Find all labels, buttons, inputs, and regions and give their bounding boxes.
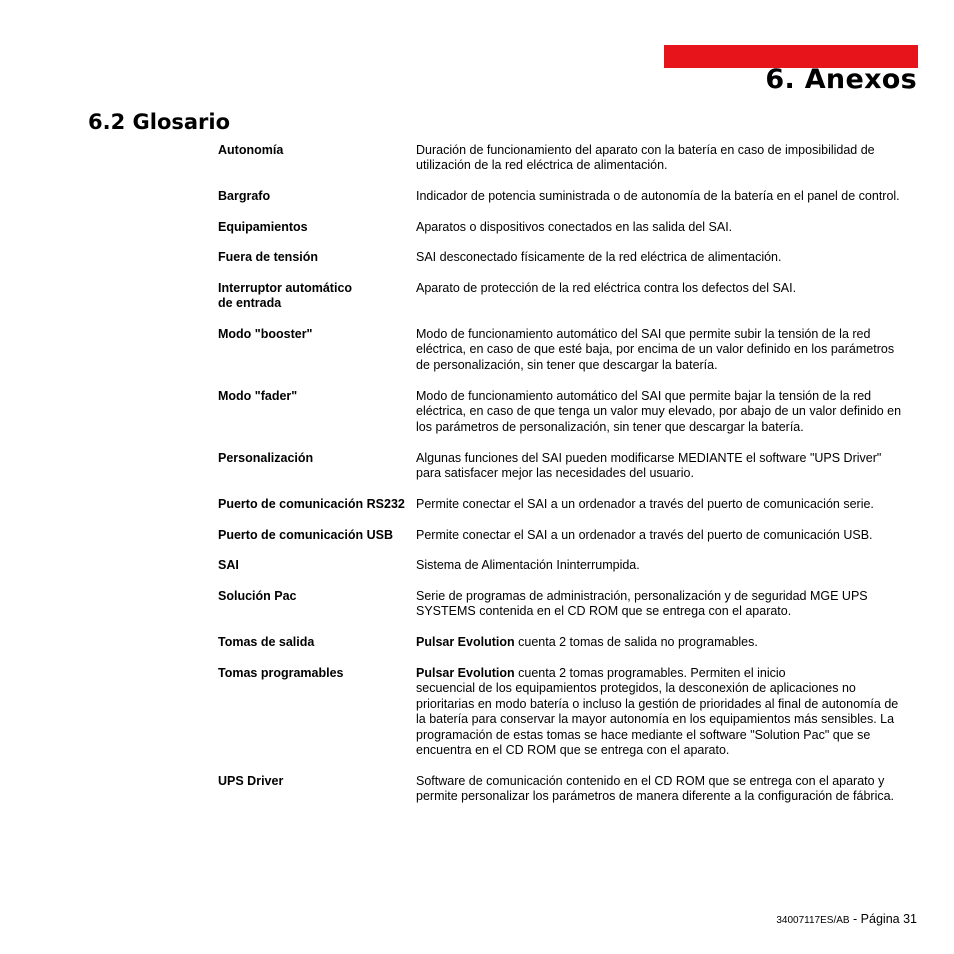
glossary-definition-line: para satisfacer mejor las necesidades del usuario. xyxy=(416,466,694,481)
glossary-term-line: SAI xyxy=(218,558,239,572)
product-name: Pulsar Evolution xyxy=(416,666,515,680)
glossary-entry xyxy=(218,528,918,543)
glossary-definition xyxy=(416,389,918,435)
glossary-definition-line: encuentra en el CD ROM que se entrega con el aparato. xyxy=(416,743,730,758)
glossary-entry xyxy=(218,589,918,620)
glossary-definition-line xyxy=(416,635,918,650)
glossary-definition xyxy=(416,558,918,573)
glossary-term xyxy=(218,589,416,604)
glossary-term xyxy=(218,389,416,404)
glossary-definition-line: de personalización, sin tener que descargar la batería. xyxy=(416,357,718,372)
glossary-term-line: Modo "fader" xyxy=(218,389,298,403)
glossary-term xyxy=(218,635,416,650)
glossary-definition-line: SYSTEMS contenida en el CD ROM que se entrega con el aparato. xyxy=(416,604,792,619)
glossary-definition-line: Algunas funciones del SAI pueden modificarse MEDIANTE el software "UPS Driver" xyxy=(416,451,882,465)
glossary-definition xyxy=(416,327,918,373)
glossary-definition xyxy=(416,774,918,805)
glossary-term xyxy=(218,281,416,312)
glossary-entry xyxy=(218,220,918,235)
glossary-entry xyxy=(218,558,918,573)
glossary-term-line: de entrada xyxy=(218,296,282,311)
glossary-term-line: Bargrafo xyxy=(218,189,271,203)
glossary-definition-line: SAI desconectado físicamente de la red eléctrica de alimentación. xyxy=(416,250,782,264)
glossary-term-line: Tomas programables xyxy=(218,666,344,680)
glossary-definition-text: cuenta 2 tomas programables. Permiten el inicio xyxy=(514,666,786,680)
glossary-definition-line: Aparato de protección de la red eléctrica contra los defectos del SAI. xyxy=(416,281,797,295)
glossary-entry xyxy=(218,451,918,482)
glossary-definition xyxy=(416,589,918,620)
section-title: 6.2 Glosario xyxy=(88,110,231,134)
glossary-definition xyxy=(416,143,918,174)
glossary-term-line: Puerto de comunicación USB xyxy=(218,528,394,542)
glossary-entry xyxy=(218,666,918,758)
glossary-entry xyxy=(218,389,918,435)
glossary-term-line: Puerto de comunicación RS232 xyxy=(218,497,405,511)
glossary-term xyxy=(218,497,416,512)
glossary-definition-line: secuencial de los equipamientos protegidos, la desconexión de aplicaciones no xyxy=(416,681,856,696)
glossary-term xyxy=(218,327,416,342)
glossary-definition-line: Duración de funcionamiento del aparato con la batería en caso de imposibilidad de xyxy=(416,143,875,157)
glossary-definition-line: prioritarias en modo batería o incluso la gestión de prioridades al final de autonomía de xyxy=(416,696,899,711)
glossary-term xyxy=(218,143,416,158)
chapter-title: 6. Anexos xyxy=(765,64,917,95)
glossary-term-line: Solución Pac xyxy=(218,589,297,603)
glossary-definition-line: Aparatos o dispositivos conectados en las salida del SAI. xyxy=(416,220,733,234)
glossary-term-line: Fuera de tensión xyxy=(218,250,319,264)
glossary-definition-text: cuenta 2 tomas de salida no programables. xyxy=(514,635,758,649)
glossary-definition xyxy=(416,220,918,235)
glossary-definition-line: programación de estas tomas se hace mediante el software "Solution Pac" que se xyxy=(416,727,871,742)
glossary-definition xyxy=(416,497,918,512)
glossary-definition-line: Modo de funcionamiento automático del SAI que permite subir la tensión de la red xyxy=(416,327,871,341)
glossary-entry xyxy=(218,774,918,805)
glossary-definition-line: Sistema de Alimentación Ininterrumpida. xyxy=(416,558,640,572)
glossary-entry xyxy=(218,189,918,204)
glossary-term xyxy=(218,528,416,543)
glossary-definition xyxy=(416,528,918,543)
glossary-term xyxy=(218,189,416,204)
glossary-definition-line: Modo de funcionamiento automático del SAI que permite bajar la tensión de la red xyxy=(416,389,872,403)
glossary-definition xyxy=(416,666,918,758)
page-number: - Página 31 xyxy=(849,912,917,926)
glossary-definition-line: eléctrica, en caso de que esté baja, por encima de un valor definido en los parámetros xyxy=(416,342,895,357)
glossary-definition xyxy=(416,250,918,265)
product-name: Pulsar Evolution xyxy=(416,635,515,649)
glossary-definition-line: Permite conectar el SAI a un ordenador a través del puerto de comunicación serie. xyxy=(416,497,874,511)
glossary-term xyxy=(218,666,416,681)
glossary-entry xyxy=(218,250,918,265)
glossary-term xyxy=(218,774,416,789)
glossary-term xyxy=(218,451,416,466)
glossary-entry xyxy=(218,327,918,373)
glossary-term xyxy=(218,250,416,265)
glossary-entry xyxy=(218,143,918,174)
glossary-term xyxy=(218,558,416,573)
page-footer xyxy=(776,911,917,929)
glossary-term-line: Personalización xyxy=(218,451,314,465)
glossary-term-line: Autonomía xyxy=(218,143,284,157)
glossary-definition xyxy=(416,635,918,650)
glossary-term xyxy=(218,220,416,235)
glossary-definition-line: la batería para conservar la mayor autonomía en los equipamientos más sensibles. La xyxy=(416,712,895,727)
glossary-term-line: Tomas de salida xyxy=(218,635,315,649)
glossary-definition xyxy=(416,451,918,482)
glossary-definition-line: los parámetros de personalización, sin tener que descargar la batería. xyxy=(416,419,804,434)
glossary-entry xyxy=(218,635,918,650)
glossary-definition-line: Indicador de potencia suministrada o de autonomía de la batería en el panel de control. xyxy=(416,189,900,203)
glossary-definition-line xyxy=(416,666,918,681)
glossary-definition-line: Software de comunicación contenido en el CD ROM que se entrega con el aparato y xyxy=(416,774,885,788)
glossary-definition-line: Permite conectar el SAI a un ordenador a través del puerto de comunicación USB. xyxy=(416,528,873,542)
glossary-definition-line: Serie de programas de administración, personalización y de seguridad MGE UPS xyxy=(416,589,868,603)
glossary-definition xyxy=(416,189,918,204)
glossary-entry xyxy=(218,281,918,312)
glossary-definition xyxy=(416,281,918,296)
glossary-entry xyxy=(218,497,918,512)
glossary-definition-line: utilización de la red eléctrica de alimentación. xyxy=(416,158,668,173)
glossary-term-line: Equipamientos xyxy=(218,220,308,234)
glossary-term-line: UPS Driver xyxy=(218,774,284,788)
glossary-definition-line: eléctrica, en caso de que tenga un valor muy elevado, por abajo de un valor definido en xyxy=(416,404,902,419)
glossary-definition-line: permite personalizar los parámetros de manera diferente a la configuración de fábrica. xyxy=(416,789,895,804)
glossary-term-line: Interruptor automático xyxy=(218,281,353,295)
glossary-term-line: Modo "booster" xyxy=(218,327,313,341)
document-code: 34007117ES/AB xyxy=(776,915,850,926)
